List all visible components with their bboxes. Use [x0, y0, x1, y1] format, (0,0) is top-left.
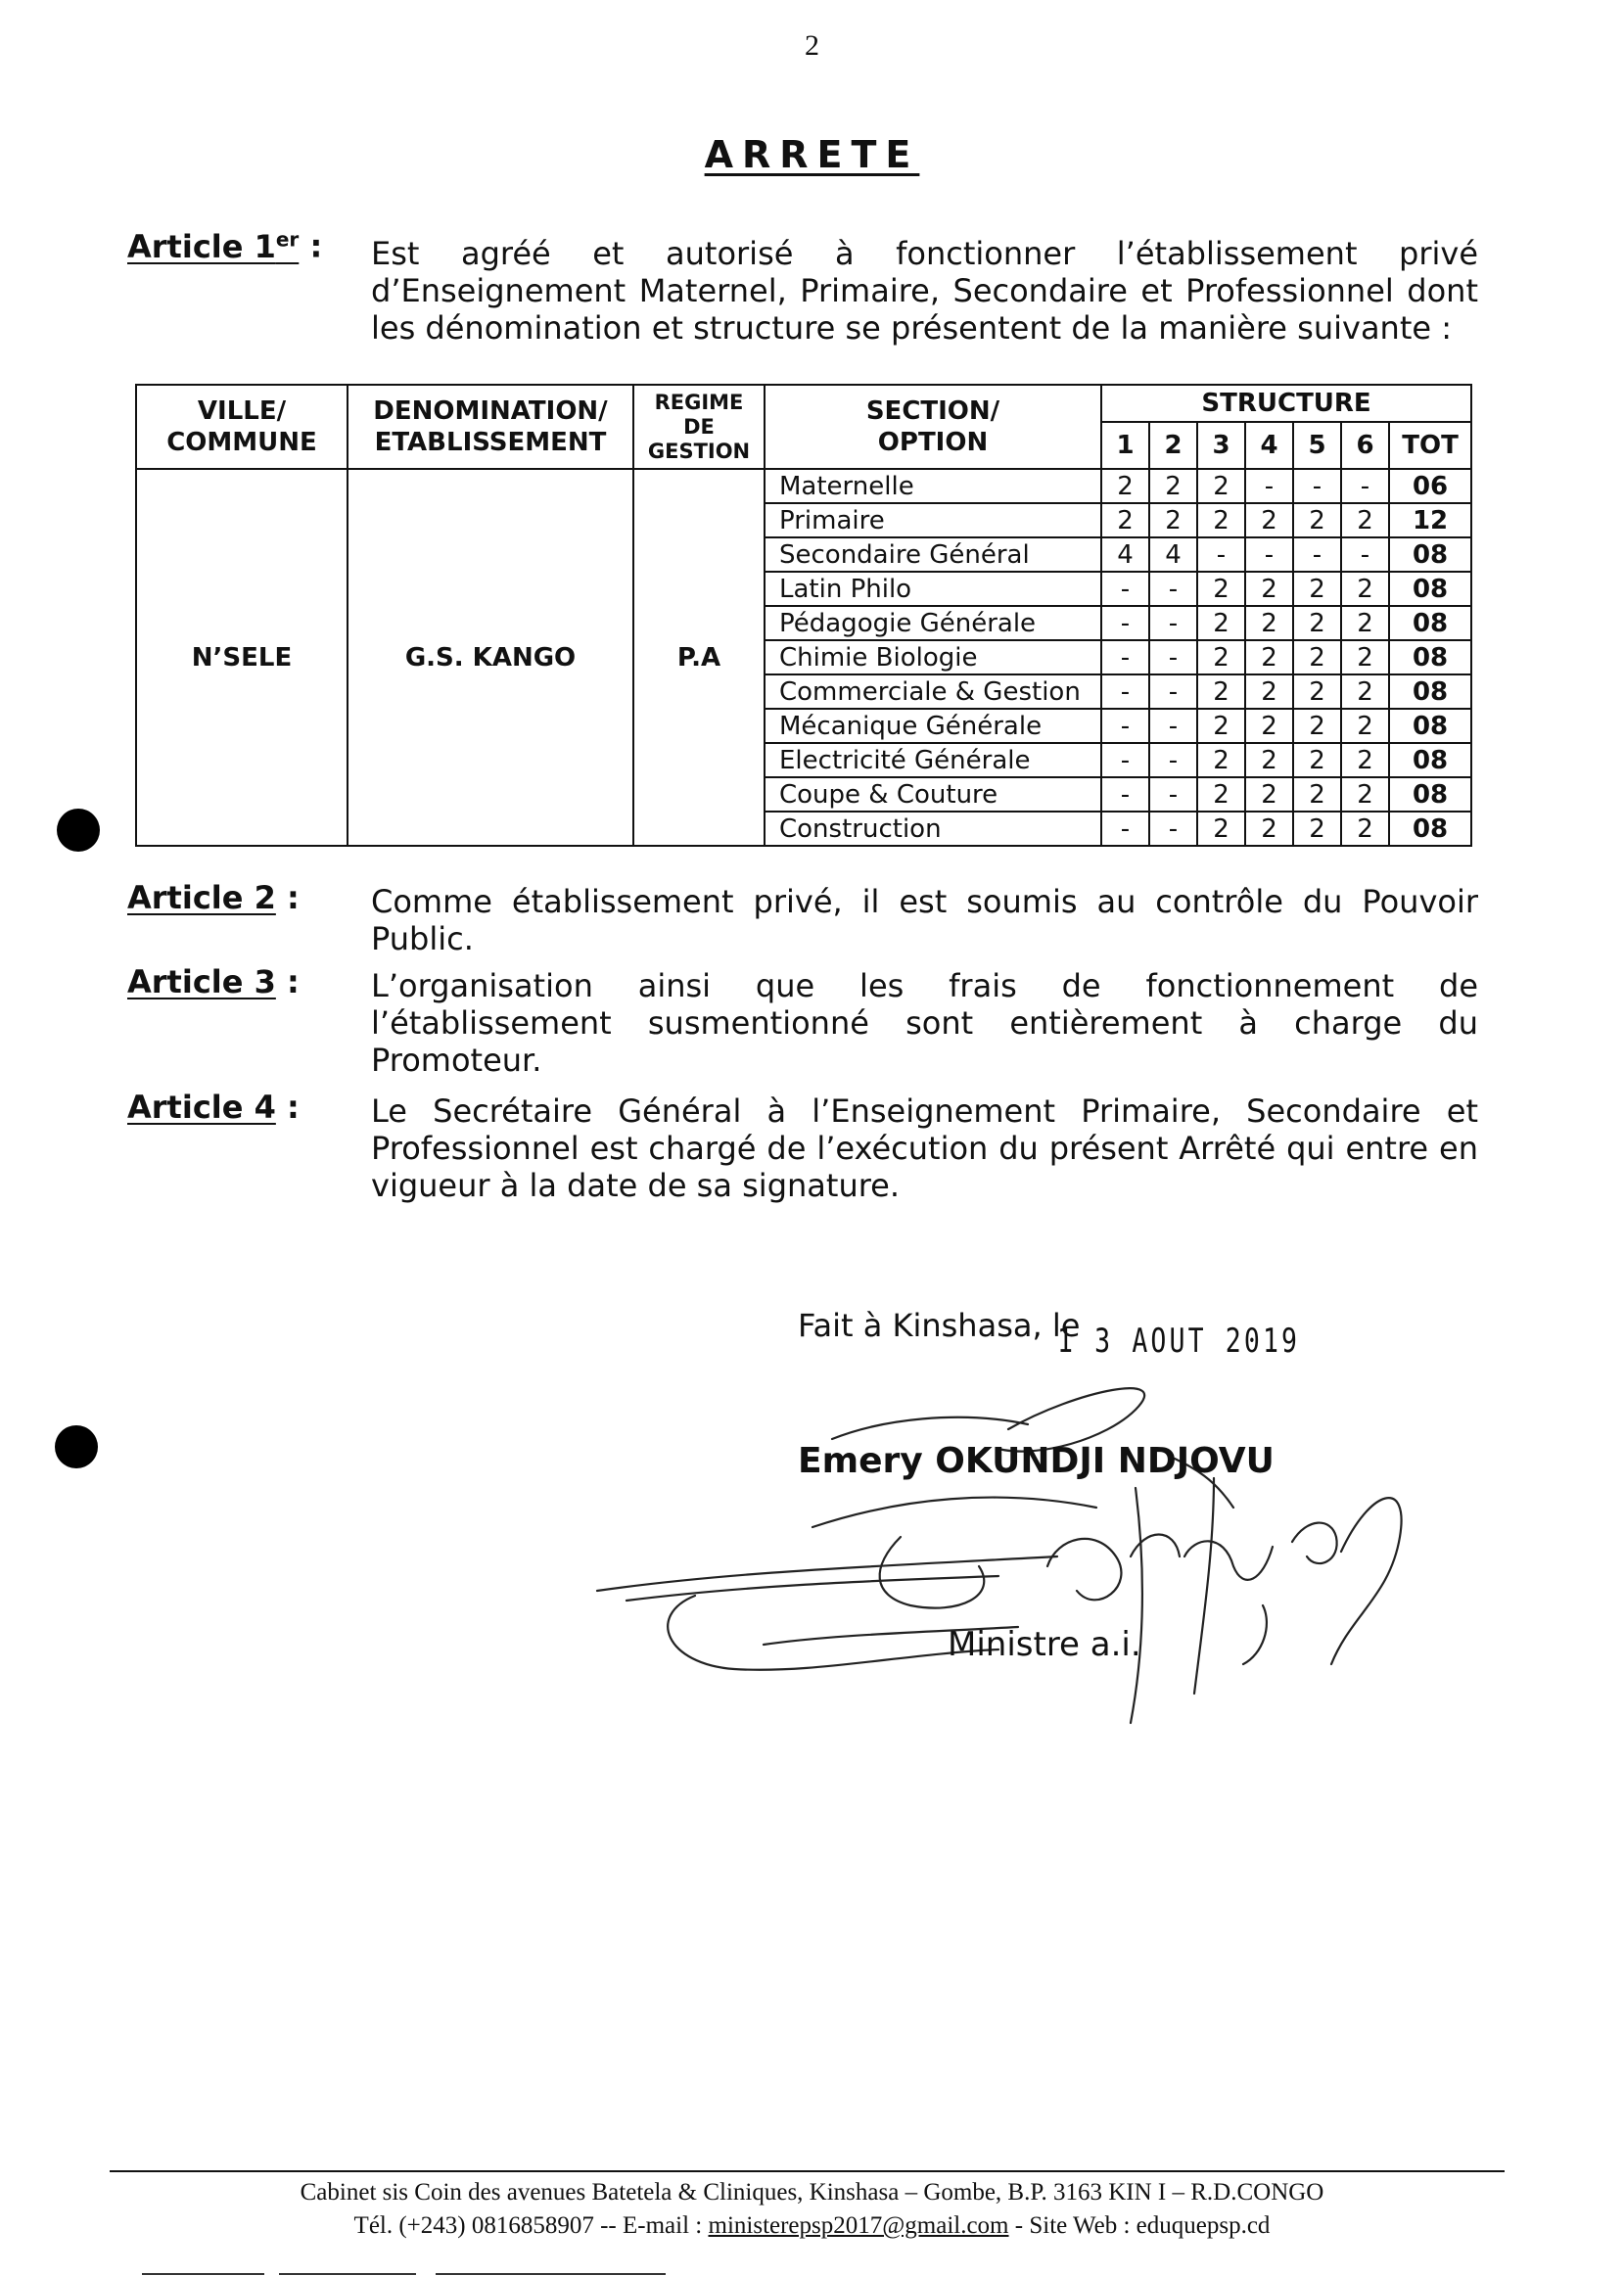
scan-edge-line	[436, 2273, 666, 2275]
cell-year-2: -	[1149, 709, 1197, 743]
cell-option: Secondaire Général	[765, 537, 1101, 572]
punch-hole-icon	[55, 1425, 98, 1468]
table-row	[136, 469, 1471, 503]
cell-option: Maternelle	[765, 469, 1101, 503]
cell-year-6: 2	[1341, 503, 1389, 537]
cell-year-3: 2	[1197, 777, 1245, 812]
article-2-text: Comme établissement privé, il est soumis au contrôle du Pouvoir Public.	[371, 883, 1478, 957]
cell-year-2: -	[1149, 572, 1197, 606]
cell-option: Primaire	[765, 503, 1101, 537]
cell-total: 12	[1389, 503, 1471, 537]
header-row-1	[136, 385, 1471, 422]
scan-edge-line	[279, 2273, 416, 2275]
cell-total: 06	[1389, 469, 1471, 503]
cell-year-5: 2	[1293, 503, 1341, 537]
signer-role: Ministre a.i.	[948, 1625, 1141, 1664]
cell-total: 08	[1389, 709, 1471, 743]
cell-year-1: 2	[1101, 503, 1149, 537]
cell-year-4: 2	[1245, 777, 1293, 812]
cell-year-1: -	[1101, 606, 1149, 640]
cell-year-5: 2	[1293, 709, 1341, 743]
article-4-label: Article 4 :	[127, 1089, 300, 1126]
cell-year-4: -	[1245, 469, 1293, 503]
cell-year-1: -	[1101, 640, 1149, 674]
title-text: ARRETE	[704, 133, 920, 176]
cell-year-3: 2	[1197, 606, 1245, 640]
cell-year-1: -	[1101, 743, 1149, 777]
cell-total: 08	[1389, 777, 1471, 812]
cell-total: 08	[1389, 812, 1471, 846]
cell-denomination: G.S. KANGO	[348, 469, 633, 846]
cell-year-2: 4	[1149, 537, 1197, 572]
cell-year-6: 2	[1341, 777, 1389, 812]
cell-option: Coupe & Couture	[765, 777, 1101, 812]
cell-ville: N’SELE	[136, 469, 348, 846]
cell-year-1: -	[1101, 777, 1149, 812]
cell-year-4: 2	[1245, 743, 1293, 777]
cell-year-3: 2	[1197, 743, 1245, 777]
cell-year-3: -	[1197, 537, 1245, 572]
cell-year-6: 2	[1341, 674, 1389, 709]
cell-year-6: 2	[1341, 709, 1389, 743]
signer-name: Emery OKUNDJI NDJOVU	[798, 1441, 1275, 1481]
cell-year-5: 2	[1293, 743, 1341, 777]
header-col-2: 2	[1149, 422, 1197, 469]
article-4-text: Le Secrétaire Général à l’Enseignement Primaire, Secondaire et Professionnel est chargé de l’exécution du présent Arrêté qui entre en vigueur à la date de sa signature.	[371, 1092, 1478, 1204]
cell-option: Chimie Biologie	[765, 640, 1101, 674]
cell-year-6: 2	[1341, 606, 1389, 640]
cell-year-5: 2	[1293, 572, 1341, 606]
cell-year-1: 4	[1101, 537, 1149, 572]
cell-year-3: 2	[1197, 469, 1245, 503]
cell-year-3: 2	[1197, 572, 1245, 606]
cell-year-5: -	[1293, 469, 1341, 503]
cell-year-5: 2	[1293, 640, 1341, 674]
cell-year-2: -	[1149, 777, 1197, 812]
header-col-4: 4	[1245, 422, 1293, 469]
article-3-text: L’organisation ainsi que les frais de fonctionnement de l’établissement susmentionné sont entièrement à charge du Promoteur.	[371, 967, 1478, 1079]
header-section: SECTION/ OPTION	[765, 385, 1101, 469]
cell-year-4: 2	[1245, 812, 1293, 846]
footer-contact	[0, 2212, 1624, 2240]
header-col-1: 1	[1101, 422, 1149, 469]
article-1-text: Est agréé et autorisé à fonctionner l’établissement privé d’Enseignement Maternel, Primaire, Secondaire et Professionnel dont les dénomination et structure se présentent de la manière suivante :	[371, 235, 1478, 347]
cell-year-3: 2	[1197, 503, 1245, 537]
document-title	[0, 133, 1624, 176]
cell-year-2: -	[1149, 640, 1197, 674]
cell-total: 08	[1389, 606, 1471, 640]
cell-total: 08	[1389, 572, 1471, 606]
cell-option: Construction	[765, 812, 1101, 846]
header-structure: STRUCTURE	[1101, 385, 1471, 422]
cell-year-1: -	[1101, 709, 1149, 743]
cell-year-4: 2	[1245, 640, 1293, 674]
footer-email: ministerepsp2017@gmail.com	[708, 2212, 1009, 2239]
cell-year-6: 2	[1341, 743, 1389, 777]
cell-year-5: 2	[1293, 674, 1341, 709]
scan-edge-line	[142, 2273, 264, 2275]
header-regime: REGIME DE GESTION	[633, 385, 765, 469]
cell-year-1: -	[1101, 674, 1149, 709]
cell-year-1: -	[1101, 572, 1149, 606]
date-stamp: 1 3 AOUT 2019	[1057, 1322, 1301, 1361]
header-col-5: 5	[1293, 422, 1341, 469]
cell-year-6: -	[1341, 537, 1389, 572]
cell-year-2: 2	[1149, 469, 1197, 503]
cell-total: 08	[1389, 743, 1471, 777]
footer-address: Cabinet sis Coin des avenues Batetela & Cliniques, Kinshasa – Gombe, B.P. 3163 KIN I – R.D.CONGO	[300, 2179, 1324, 2206]
cell-option: Electricité Générale	[765, 743, 1101, 777]
cell-year-1: -	[1101, 812, 1149, 846]
article-3-label: Article 3 :	[127, 963, 300, 1000]
table-body	[136, 469, 1471, 846]
cell-option: Mécanique Générale	[765, 709, 1101, 743]
cell-year-4: 2	[1245, 503, 1293, 537]
header-denomination: DENOMINATION/ ETABLISSEMENT	[348, 385, 633, 469]
cell-year-3: 2	[1197, 812, 1245, 846]
cell-year-4: 2	[1245, 674, 1293, 709]
cell-year-2: -	[1149, 674, 1197, 709]
cell-option: Commerciale & Gestion	[765, 674, 1101, 709]
cell-year-4: -	[1245, 537, 1293, 572]
cell-year-5: 2	[1293, 812, 1341, 846]
structure-table	[135, 384, 1472, 847]
cell-option: Latin Philo	[765, 572, 1101, 606]
punch-hole-icon	[57, 809, 100, 852]
cell-year-5: -	[1293, 537, 1341, 572]
cell-total: 08	[1389, 537, 1471, 572]
cell-year-4: 2	[1245, 606, 1293, 640]
cell-year-2: -	[1149, 606, 1197, 640]
cell-year-4: 2	[1245, 709, 1293, 743]
cell-year-2: -	[1149, 812, 1197, 846]
header-ville: VILLE/ COMMUNE	[136, 385, 348, 469]
header-col-3: 3	[1197, 422, 1245, 469]
cell-year-3: 2	[1197, 640, 1245, 674]
cell-year-3: 2	[1197, 709, 1245, 743]
cell-year-1: 2	[1101, 469, 1149, 503]
article-1-label: Article 1er :	[127, 227, 323, 265]
cell-year-6: 2	[1341, 812, 1389, 846]
cell-year-2: 2	[1149, 503, 1197, 537]
cell-year-2: -	[1149, 743, 1197, 777]
place-date-label: Fait à Kinshasa, le	[798, 1307, 1081, 1344]
cell-year-5: 2	[1293, 606, 1341, 640]
footer-site: - Site Web : eduquepsp.cd	[1014, 2212, 1271, 2239]
signature-scribble-icon	[587, 1370, 1429, 1742]
cell-option: Pédagogie Générale	[765, 606, 1101, 640]
cell-year-6: 2	[1341, 572, 1389, 606]
cell-total: 08	[1389, 640, 1471, 674]
page-number: 2	[805, 29, 819, 62]
footer-tel: Tél. (+243) 0816858907 -- E-mail :	[353, 2212, 703, 2239]
cell-year-5: 2	[1293, 777, 1341, 812]
cell-total: 08	[1389, 674, 1471, 709]
footer-divider	[110, 2170, 1505, 2172]
cell-regime: P.A	[633, 469, 765, 846]
cell-year-6: 2	[1341, 640, 1389, 674]
header-col-6: 6	[1341, 422, 1389, 469]
cell-year-4: 2	[1245, 572, 1293, 606]
cell-year-6: -	[1341, 469, 1389, 503]
header-col-tot: TOT	[1389, 422, 1471, 469]
article-2-label: Article 2 :	[127, 879, 300, 916]
cell-year-3: 2	[1197, 674, 1245, 709]
